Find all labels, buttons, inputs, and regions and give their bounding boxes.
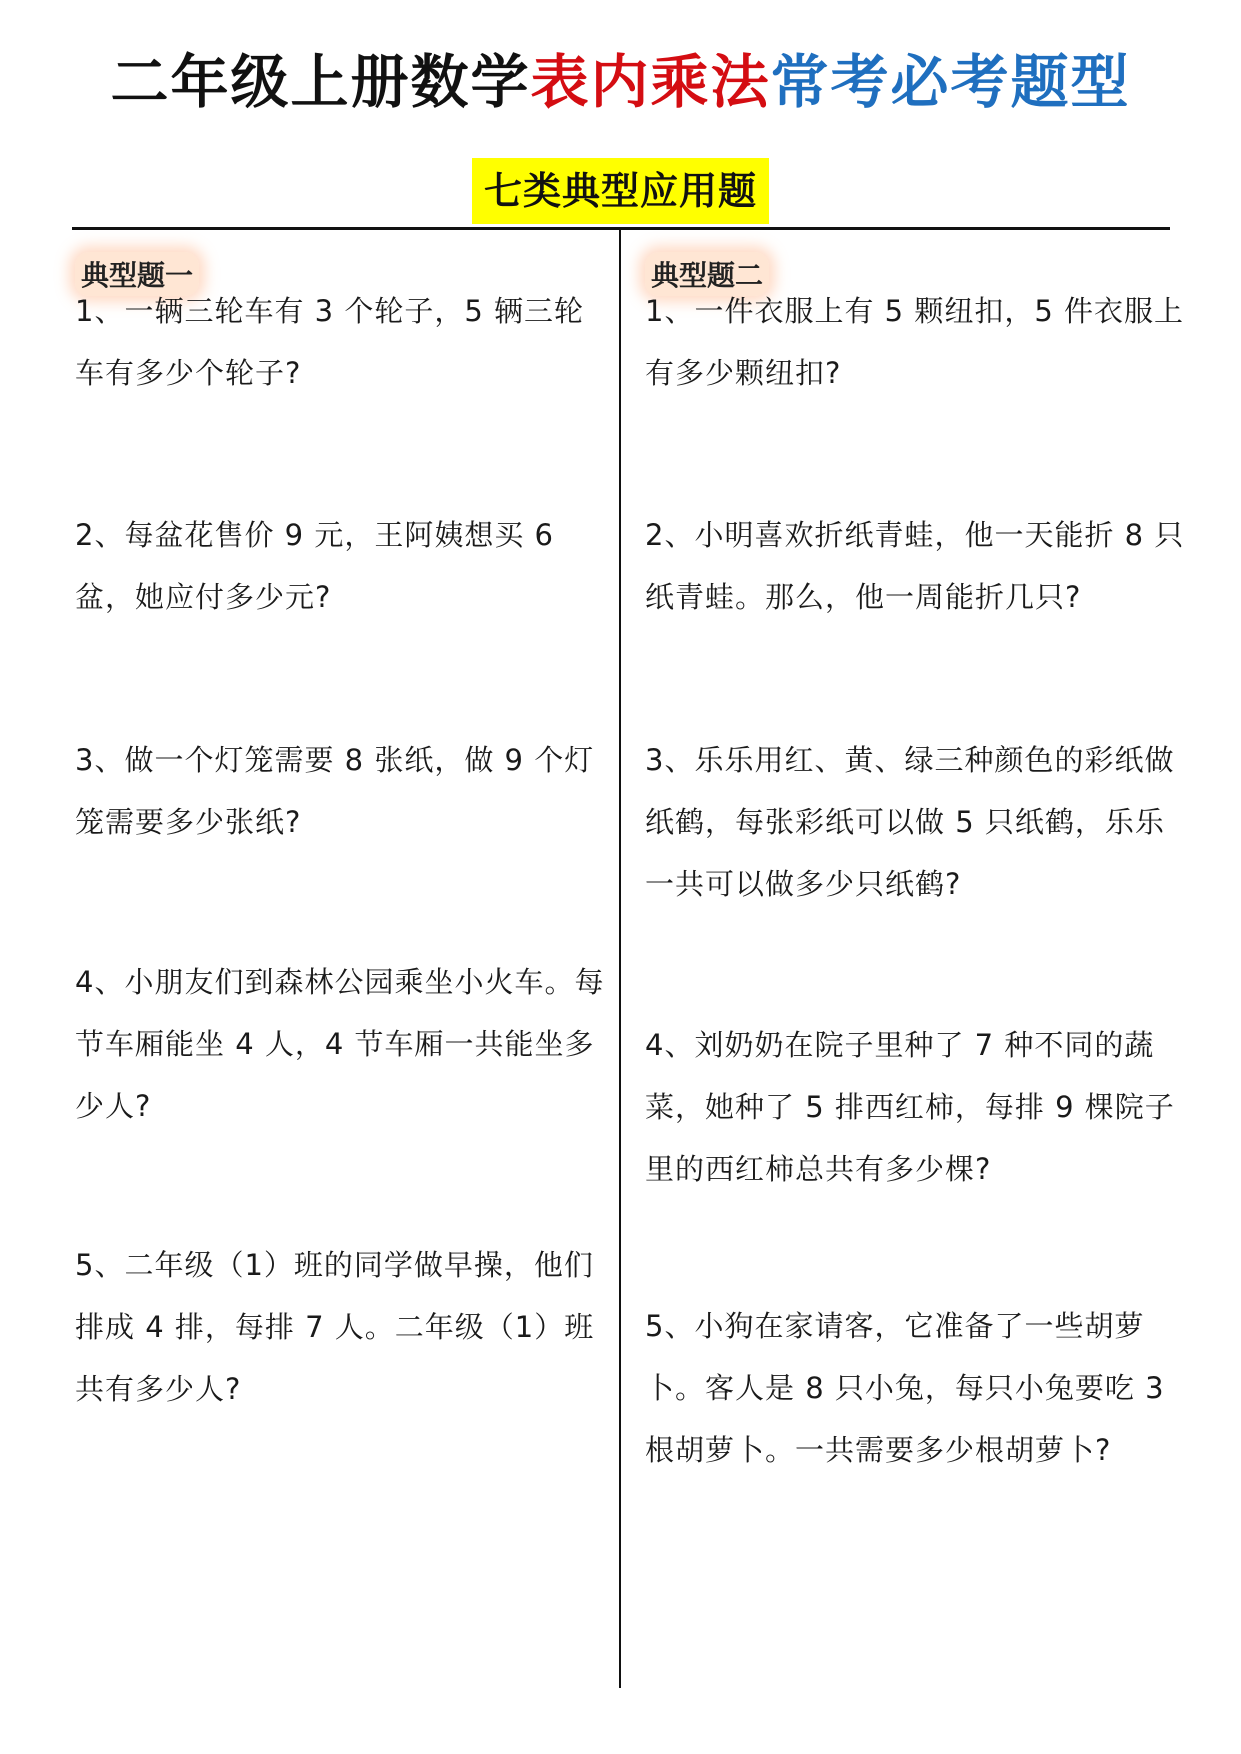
title-part-grade: 二年级上册数学 — [110, 48, 531, 116]
left-section-heading: 典型题一 — [75, 252, 199, 296]
subtitle: 七类典型应用题 — [472, 158, 769, 224]
right-question-2: 2、小明喜欢折纸青蛙，他一天能折 8 只纸青蛙。那么，他一周能折几只? — [645, 518, 1185, 614]
left-question-2: 2、每盆花售价 9 元，王阿姨想买 6 盆，她应付多少元? — [75, 518, 555, 614]
horizontal-divider — [72, 227, 1170, 230]
subtitle-container — [0, 158, 1241, 224]
title-part-topic: 表内乘法 — [530, 48, 771, 116]
left-question-5: 5、二年级（1）班的同学做早操，他们排成 4 排，每排 7 人。二年级（1）班共有多少人? — [75, 1248, 595, 1406]
left-question-4: 4、小朋友们到森林公园乘坐小火车。每节车厢能坐 4 人，4 节车厢一共能坐多少人? — [75, 965, 605, 1123]
title-part-type: 常考必考题型 — [770, 48, 1131, 116]
left-question-3: 3、做一个灯笼需要 8 张纸，做 9 个灯笼需要多少张纸? — [75, 743, 595, 839]
right-question-5: 5、小狗在家请客，它准备了一些胡萝卜。客人是 8 只小兔，每只小兔要吃 3 根胡萝卜。一共需要多少根胡萝卜? — [645, 1309, 1165, 1467]
left-question-1: 1、一辆三轮车有 3 个轮子，5 辆三轮车有多少个轮子? — [75, 294, 585, 390]
right-question-4: 4、刘奶奶在院子里种了 7 种不同的蔬菜，她种了 5 排西红柿，每排 9 棵院子里的西红柿总共有多少棵? — [645, 1028, 1175, 1186]
vertical-divider — [619, 230, 621, 1688]
right-section-heading: 典型题二 — [645, 252, 769, 296]
page-title — [0, 42, 1241, 122]
right-question-1: 1、一件衣服上有 5 颗纽扣，5 件衣服上有多少颗纽扣? — [645, 294, 1185, 390]
right-question-3: 3、乐乐用红、黄、绿三种颜色的彩纸做纸鹤，每张彩纸可以做 5 只纸鹤，乐乐一共可以做多少只纸鹤? — [645, 743, 1175, 901]
